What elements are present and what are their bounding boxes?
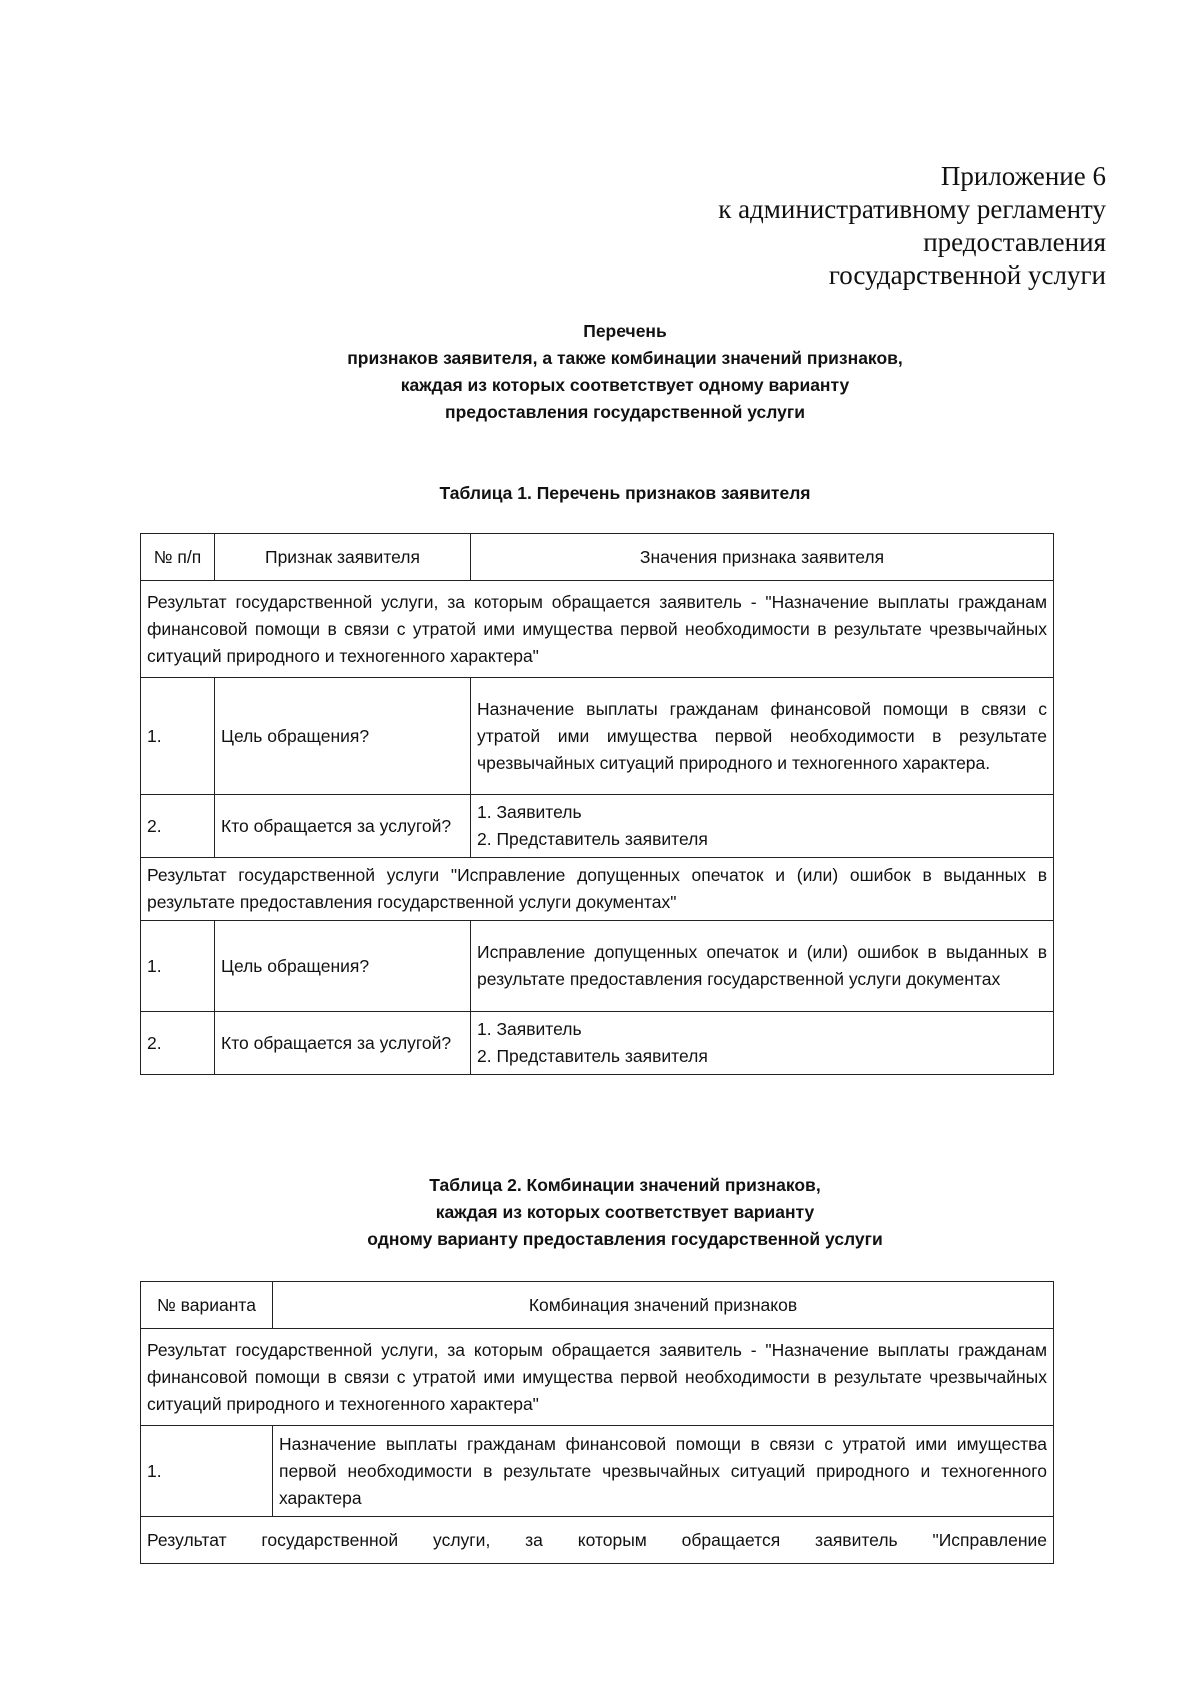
appendix-line-1: Приложение 6 — [940, 161, 1106, 191]
table1-header-num: № п/п — [141, 534, 215, 581]
table2-caption-line-1: Таблица 2. Комбинации значений признаков, — [429, 1175, 821, 1195]
table-row — [141, 1426, 1054, 1517]
table2-caption-line-3: одному варианту предоставления государственной услуги — [367, 1229, 883, 1249]
appendix-line-4: государственной услуги — [828, 260, 1106, 290]
row-number: 1. — [141, 678, 215, 795]
row-sign: Кто обращается за услугой? — [215, 1012, 471, 1075]
row-number: 1. — [141, 1426, 273, 1517]
table2-caption — [140, 1172, 1110, 1253]
table2-caption-line-2: каждая из которых соответствует варианту — [435, 1202, 815, 1222]
table1-caption — [140, 480, 1110, 507]
table2-section2: Результат государственной услуги, за которым обращается заявитель "Исправление — [141, 1517, 1054, 1564]
row-value — [471, 1012, 1054, 1075]
table1-header-values: Значения признака заявителя — [471, 534, 1054, 581]
row-value-line-1: 1. Заявитель — [477, 802, 582, 822]
table1-header-sign: Признак заявителя — [215, 534, 471, 581]
row-sign: Цель обращения? — [215, 921, 471, 1012]
title-line-4: предоставления государственной услуги — [445, 402, 805, 422]
table2-section-row — [141, 1517, 1054, 1564]
table-row — [141, 678, 1054, 795]
table2-header-row — [141, 1282, 1054, 1329]
row-number: 2. — [141, 795, 215, 858]
row-value: Исправление допущенных опечаток и (или) ошибок в выданных в результате предоставления государственной услуги документах — [471, 921, 1054, 1012]
table1-section1: Результат государственной услуги, за которым обращается заявитель - "Назначение выплаты гражданам финансовой помощи в связи с утратой ими имущества первой необходимости в результате чрезвычайных ситуаций природного и техногенного характера" — [141, 581, 1054, 678]
table1-section2: Результат государственной услуги "Исправление допущенных опечаток и (или) ошибок в выданных в результате предоставления государственной услуги документах" — [141, 858, 1054, 921]
document-title — [140, 318, 1110, 426]
table2-header-num: № варианта — [141, 1282, 273, 1329]
table-row — [141, 1012, 1054, 1075]
title-line-1: Перечень — [583, 321, 667, 341]
table2-section-row — [141, 1329, 1054, 1426]
table2-header-combination: Комбинация значений признаков — [273, 1282, 1054, 1329]
table1-section-row — [141, 581, 1054, 678]
table2-section1: Результат государственной услуги, за которым обращается заявитель - "Назначение выплаты гражданам финансовой помощи в связи с утратой ими имущества первой необходимости в результате чрезвычайных ситуаций природного и техногенного характера" — [141, 1329, 1054, 1426]
row-number: 1. — [141, 921, 215, 1012]
row-number: 2. — [141, 1012, 215, 1075]
table1 — [140, 533, 1054, 1075]
title-line-3: каждая из которых соответствует одному варианту — [400, 375, 850, 395]
table1-header-row — [141, 534, 1054, 581]
row-value-line-1: 1. Заявитель — [477, 1019, 582, 1039]
row-value — [471, 795, 1054, 858]
table1-section-row — [141, 858, 1054, 921]
table1-caption-text: Таблица 1. Перечень признаков заявителя — [439, 483, 811, 503]
row-value: Назначение выплаты гражданам финансовой помощи в связи с утратой ими имущества первой необходимости в результате чрезвычайных ситуаций природного и техногенного характера. — [471, 678, 1054, 795]
table2 — [140, 1281, 1054, 1564]
row-value: Назначение выплаты гражданам финансовой помощи в связи с утратой ими имущества первой необходимости в результате чрезвычайных ситуаций природного и техногенного характера — [273, 1426, 1054, 1517]
row-value-line-2: 2. Представитель заявителя — [477, 1046, 708, 1066]
table-row — [141, 921, 1054, 1012]
table-row — [141, 795, 1054, 858]
row-value-line-2: 2. Представитель заявителя — [477, 829, 708, 849]
title-line-2: признаков заявителя, а также комбинации значений признаков, — [347, 348, 903, 368]
appendix-line-3: предоставления — [923, 227, 1106, 257]
appendix-line-2: к административному регламенту — [718, 194, 1106, 224]
appendix-header — [506, 160, 1106, 292]
row-sign: Кто обращается за услугой? — [215, 795, 471, 858]
row-sign: Цель обращения? — [215, 678, 471, 795]
